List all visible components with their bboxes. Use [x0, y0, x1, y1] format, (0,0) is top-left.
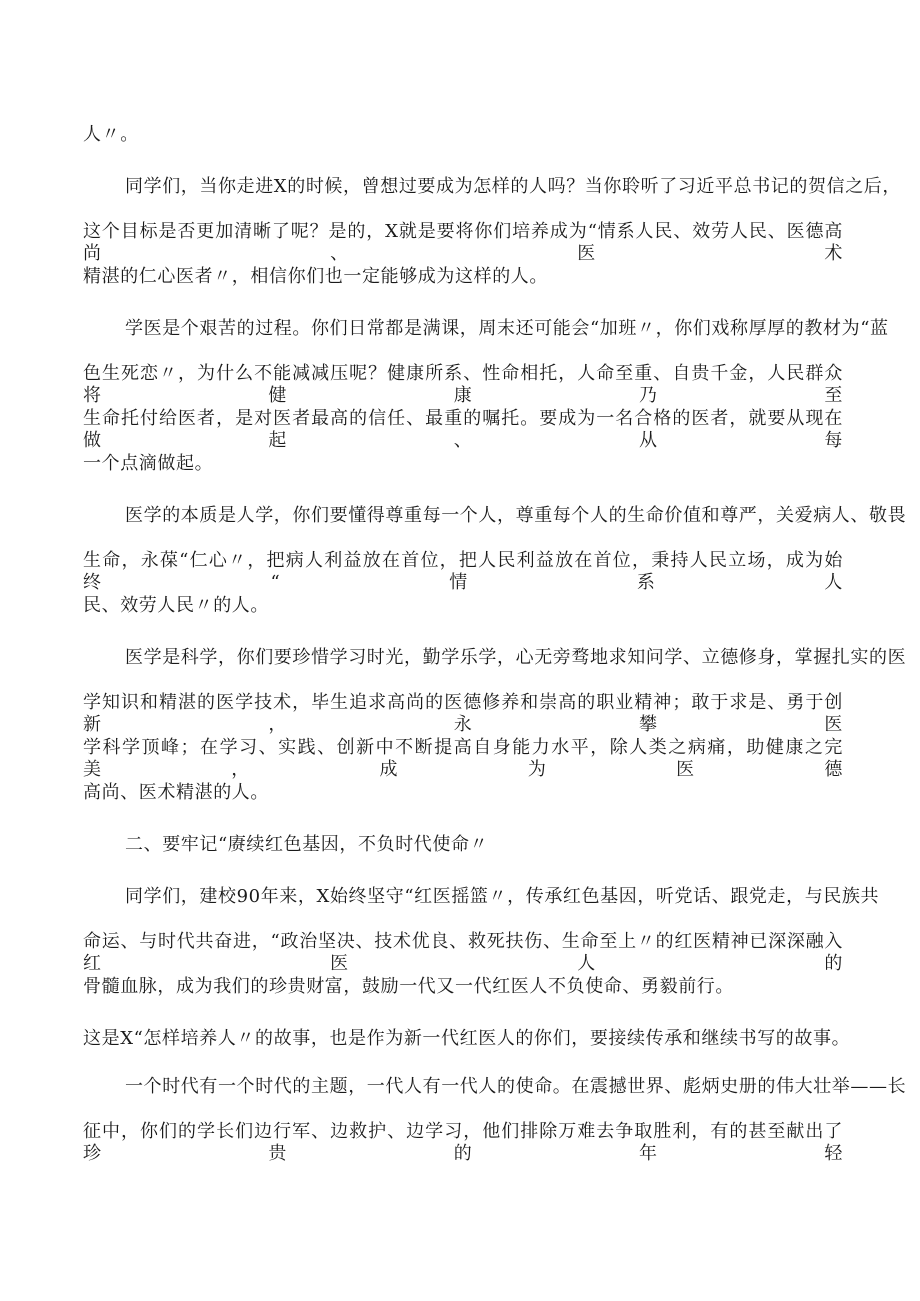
text-line: 精湛的仁心医者〃，相信你们也一定能够成为这样的人。: [83, 266, 548, 287]
text-line: 高尚、医术精湛的人。: [83, 782, 269, 803]
text-line: 生命，永葆“仁心〃，把病人利益放在首位，把人民利益放在首位，秉持人民立场，成为始终“情系人: [83, 550, 843, 593]
text-line: 学科学顶峰；在学习、实践、创新中不断提高自身能力水平，除人类之病痛，助健康之完美，成为医德: [83, 737, 843, 780]
text-line: 同学们，建校90年来，X始终坚守“红医摇篮〃，传承红色基因，听党话、跟党走，与民族共: [125, 886, 880, 907]
text-line: 骨髓血脉，成为我们的珍贵财富，鼓励一代又一代红医人不负使命、勇毅前行。: [83, 976, 734, 997]
text-line: 学医是个艰苦的过程。你们日常都是满课，周末还可能会“加班〃，你们戏称厚厚的教材为“蓝: [125, 318, 889, 339]
text-line: 这个目标是否更加清晰了呢？是的，X就是要将你们培养成为“情系人民、效劳人民、医德高尚、医术: [83, 221, 843, 264]
section-heading: 二、要牢记“赓续红色基因，不负时代使命〃: [125, 834, 489, 855]
text-line: 一个点滴做起。: [83, 453, 214, 474]
text-line: 人〃。: [83, 124, 139, 145]
text-line: 医学是科学，你们要珍惜学习时光，勤学乐学，心无旁骛地求知问学、立德修身，掌握扎实的医: [125, 647, 907, 668]
text-line: 生命托付给医者，是对医者最高的信任、最重的嘱托。要成为一名合格的医者，就要从现在做起、从每: [83, 408, 843, 451]
text-line: 命运、与时代共奋进，“政治坚决、技术优良、救死扶伤、生命至上〃的红医精神已深深融入红医人的: [83, 931, 843, 974]
text-line: 一个时代有一个时代的主题，一代人有一代人的使命。在震撼世界、彪炳史册的伟大壮举——长: [125, 1076, 907, 1097]
text-line: 色生死恋〃，为什么不能减减压呢？健康所系、性命相托，人命至重、自贵千金，人民群众将健康乃至: [83, 363, 843, 406]
text-line: 医学的本质是人学，你们要懂得尊重每一个人，尊重每个人的生命价值和尊严，关爱病人、敬畏: [125, 505, 907, 526]
text-line: 民、效劳人民〃的人。: [83, 595, 269, 616]
text-line: 这是X“怎样培养人〃的故事，也是作为新一代红医人的你们，要接续传承和继续书写的故事。: [83, 1028, 851, 1049]
text-line: 学知识和精湛的医学技术，毕生追求高尚的医德修养和崇高的职业精神；敢于求是、勇于创新，永攀医: [83, 692, 843, 735]
text-line: 征中，你们的学长们边行军、边救护、边学习，他们排除万难去争取胜利，有的甚至献出了珍贵的年轻: [83, 1121, 843, 1164]
text-line: 同学们，当你走进X的时候，曾想过要成为怎样的人吗？当你聆听了习近平总书记的贺信之后，: [125, 176, 902, 197]
